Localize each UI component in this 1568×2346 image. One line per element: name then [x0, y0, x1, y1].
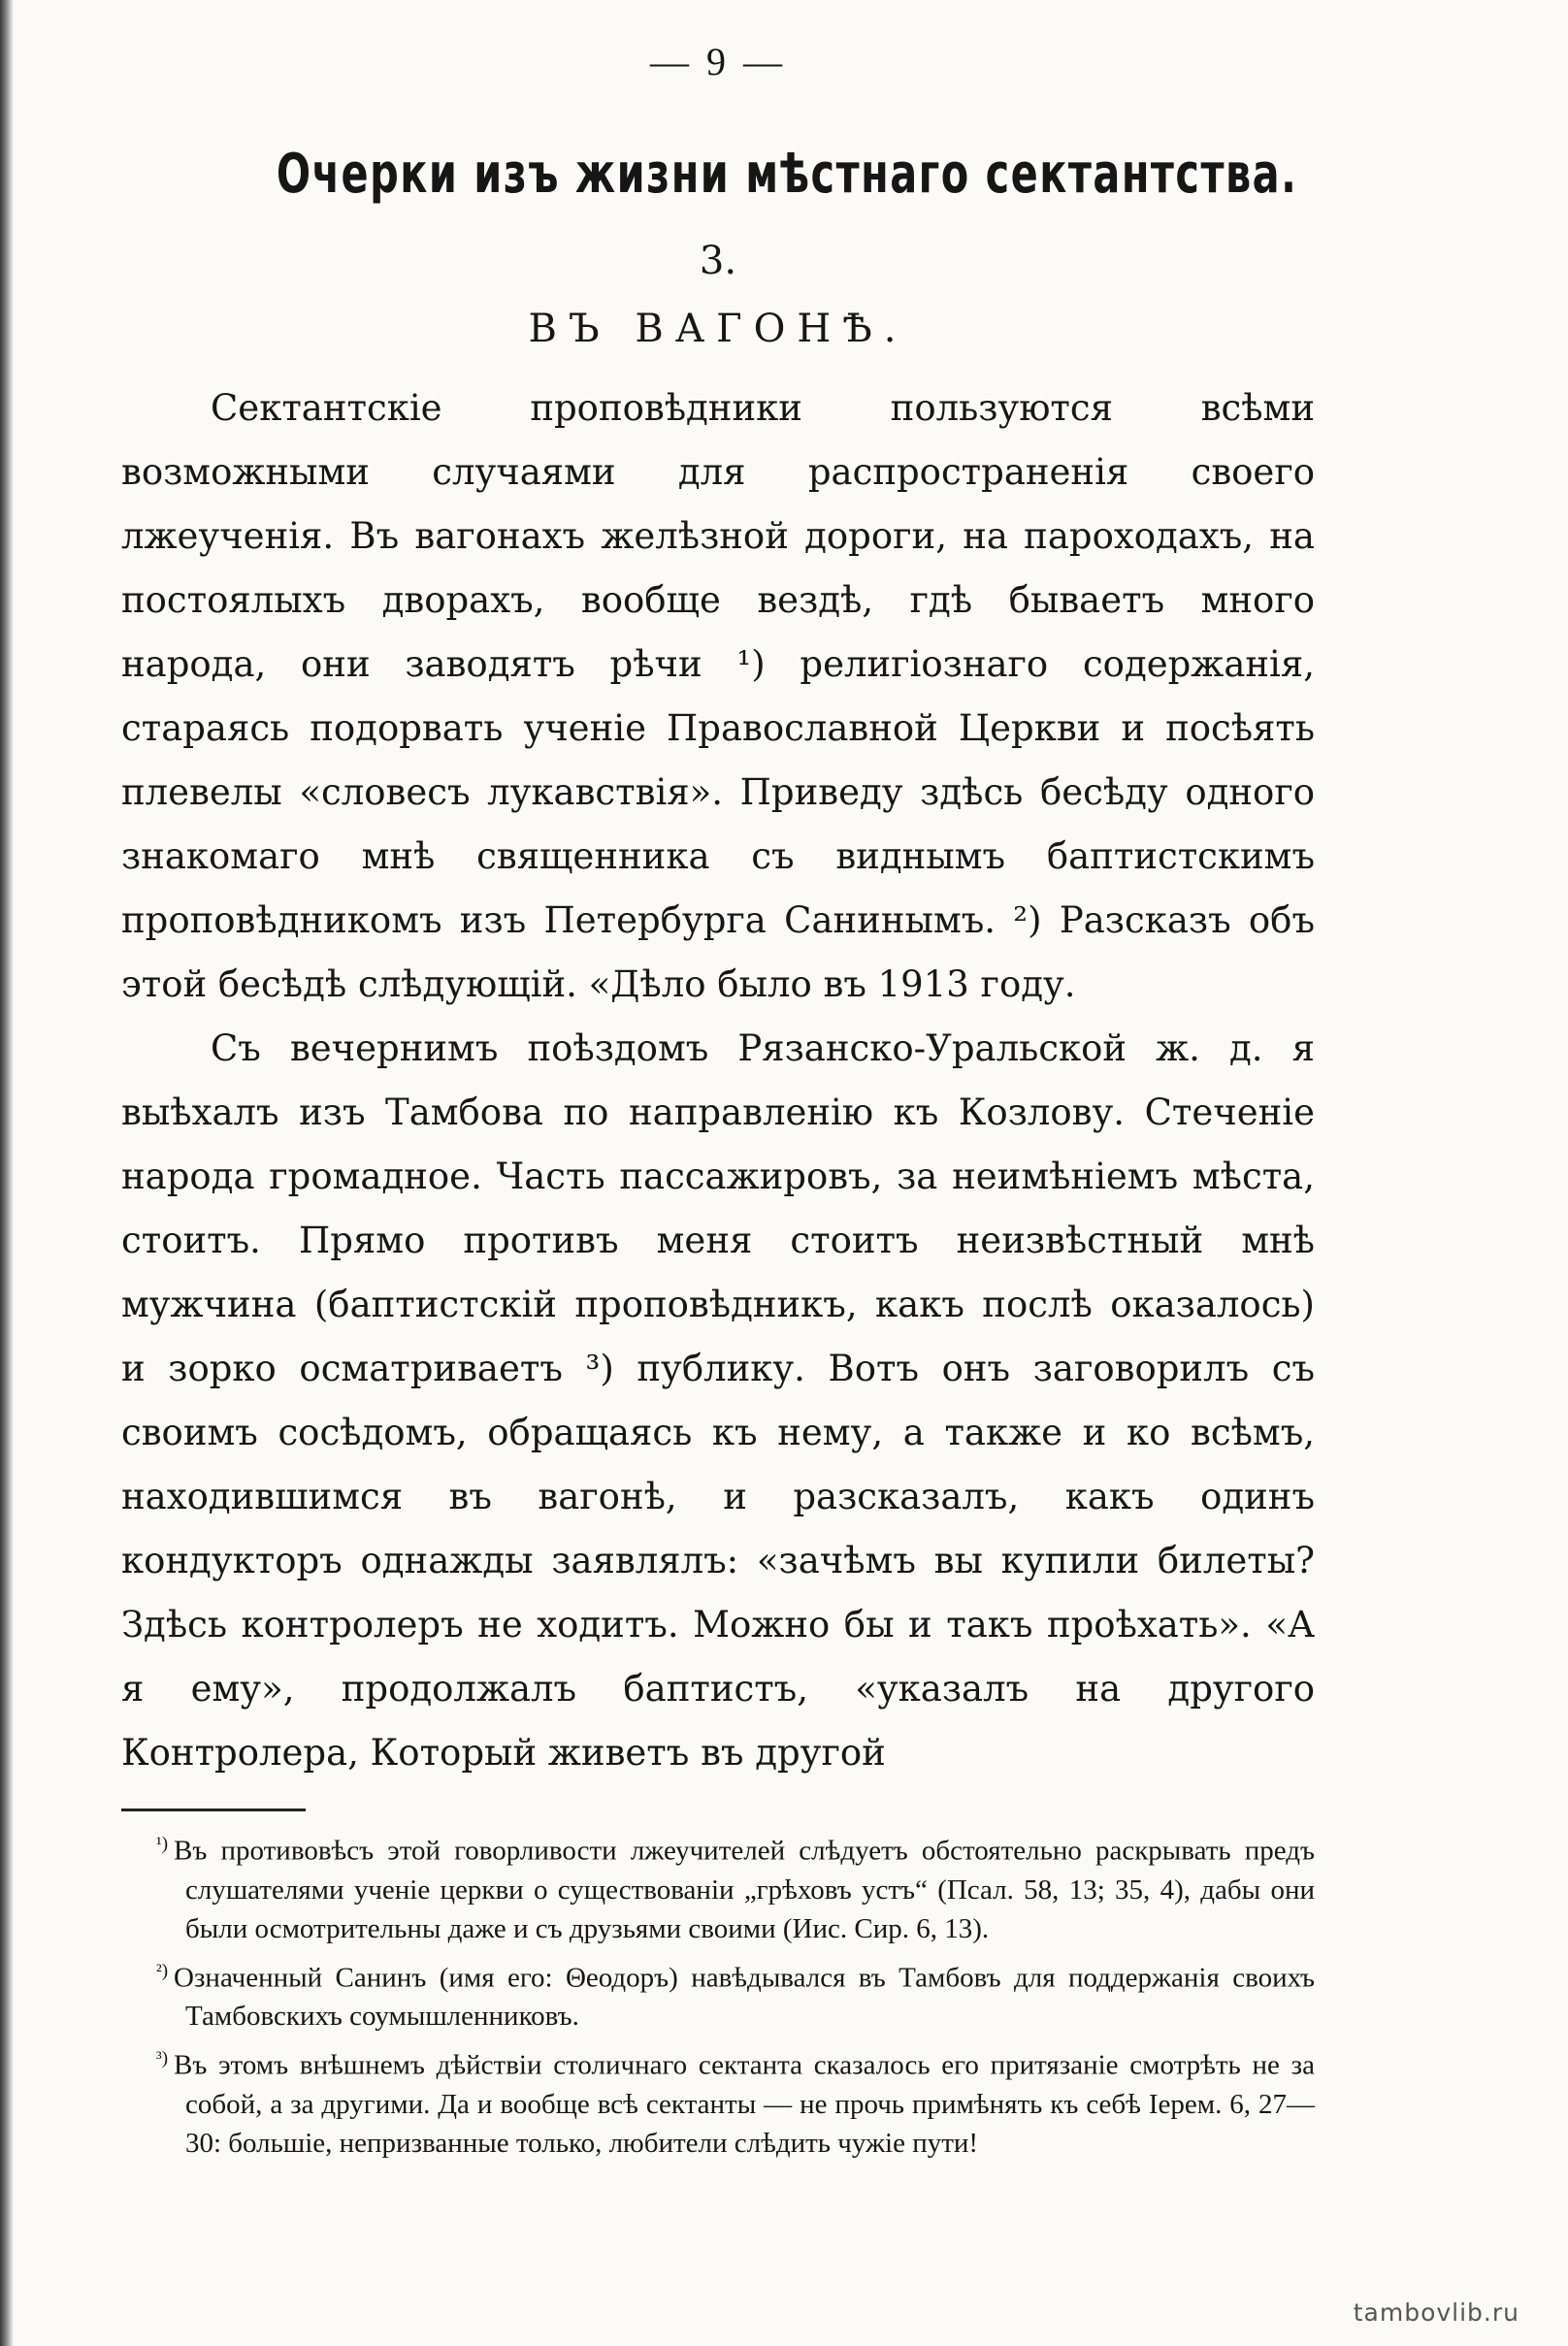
- body-paragraph-1: Сектантскіе проповѣдники пользуются всѣми возможными случаями для распространенія своего лжеученія. Въ вагонахъ желѣзной дороги, на пароходахъ, на постоялыхъ дворахъ, вообще вездѣ, гдѣ бываетъ много народа, они заводятъ рѣчи ¹) религіознаго содержанія, стараясь подорвать ученіе Православной Церкви и посѣять плевелы «словесъ лукавствія». Приведу здѣсь бесѣду одного знакомаго мнѣ священника съ виднымъ баптистскимъ проповѣдникомъ изъ Петербурга Санинымъ. ²) Разсказъ объ этой бесѣдѣ слѣдующій. «Дѣло было въ 1913 году.: [121, 387, 1315, 1005]
- footnote-text: Означенный Санинъ (имя его: Θеодоръ) навѣдывался въ Тамбовъ для поддержанія своихъ Тамбовскихъ соумышленниковъ.: [174, 1962, 1315, 2033]
- article-title: Очерки изъ жизни мѣстнаго сектантства.: [276, 143, 1298, 206]
- body-paragraph-2: Съ вечернимъ поѣздомъ Рязанско-Уральской ж. д. я выѣхалъ изъ Тамбова по направленію къ Козлову. Стеченіе народа громадное. Часть пассажировъ, за неимѣніемъ мѣста, стоитъ. Прямо противъ меня стоитъ неизвѣстный мнѣ мужчина (баптистскій проповѣдникъ, какъ послѣ оказалось) и зорко осматриваетъ ³) публику. Вотъ онъ заговорилъ съ своимъ сосѣдомъ, обращаясь къ нему, а также и ко всѣмъ, находившимся въ вагонѣ, и разсказалъ, какъ одинъ кондукторъ однажды заявлялъ: «зачѣмъ вы купили билеты? Здѣсь контролеръ не ходитъ. Можно бы и такъ проѣхать». «А я ему», продолжалъ баптистъ, «указалъ на другого Контролера, Который живетъ въ другой: [121, 1027, 1315, 1774]
- footnote-divider: [121, 1808, 306, 1811]
- footnote-mark: ³): [156, 2048, 169, 2069]
- footnote-mark: ¹): [156, 1834, 169, 1854]
- footnote-text: Въ этомъ внѣшнемъ дѣйствіи столичнаго сектанта сказалось его притязаніе смотрѣть не за собой, а за другими. Да и вообще всѣ сектанты — не прочь примѣнять къ себѣ Іерем. 6, 27—30: большіе, непризванные только, любители слѣдить чужіе пути!: [174, 2049, 1315, 2159]
- footnote-mark: ²): [156, 1960, 169, 1981]
- footnote-2: [121, 1952, 1315, 2036]
- footnote-text: Въ противовѣсъ этой говорливости лжеучителей слѣдуетъ обстоятельно раскрывать предъ слушателями ученіе церкви о существованіи „грѣховъ устъ“ (Псал. 58, 13; 35, 4), дабы они были осмотрительны даже и съ друзьями своими (Иис. Сир. 6, 13).: [174, 1835, 1315, 1944]
- book-page: [121, 39, 1315, 2167]
- section-title: ВЪ ВАГОНѢ.: [528, 307, 908, 351]
- section-number: 3.: [699, 239, 737, 283]
- footnote-3: [121, 2039, 1315, 2163]
- footnotes: [121, 1825, 1315, 2163]
- site-watermark: tambovlib.ru: [1353, 2298, 1519, 2327]
- page-number: — 9 —: [650, 40, 786, 83]
- scan-edge-shadow: [0, 0, 14, 2346]
- footnote-1: [121, 1825, 1315, 1948]
